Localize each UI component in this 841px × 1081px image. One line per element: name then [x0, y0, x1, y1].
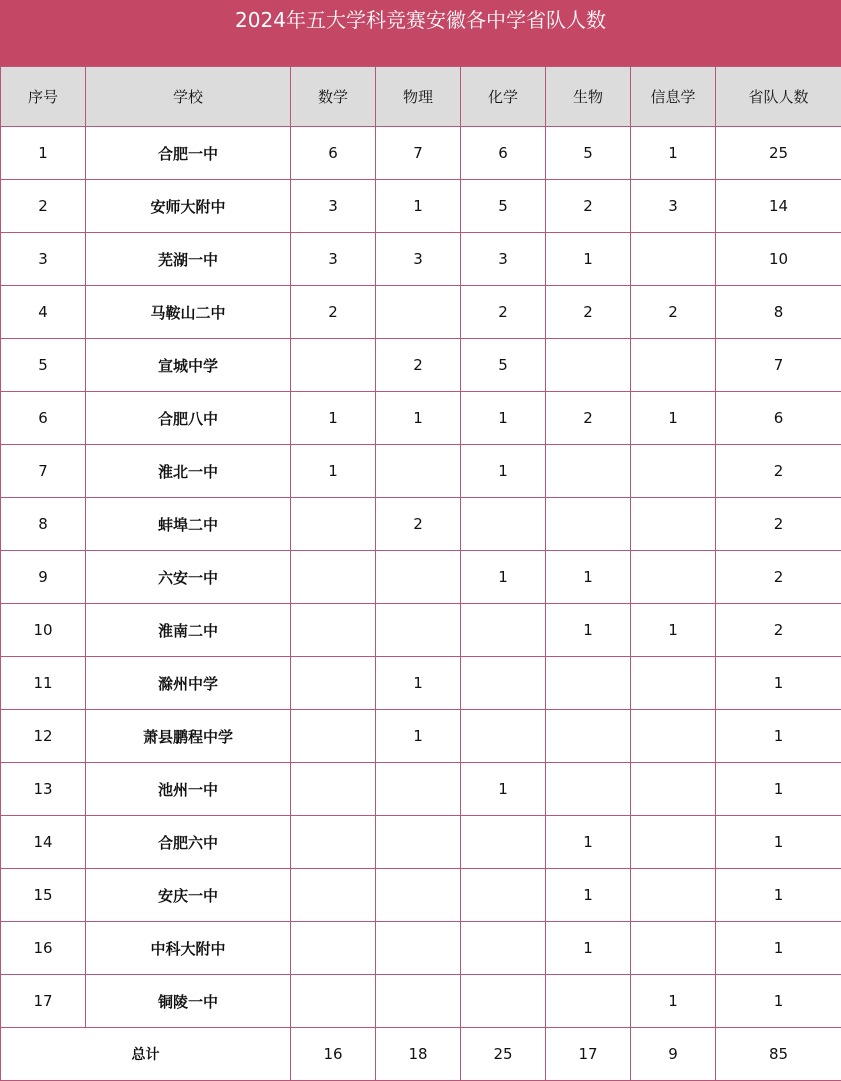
table-row [1, 551, 841, 604]
chemistry-cell [461, 498, 546, 551]
team-total-cell: 25 [716, 127, 841, 180]
total-cell: 16 [291, 1028, 376, 1081]
chemistry-cell: 1 [461, 763, 546, 816]
biology-cell: 1 [546, 233, 631, 286]
informatics-cell [631, 233, 716, 286]
team-total-cell: 1 [716, 922, 841, 975]
math-cell [291, 551, 376, 604]
table-row [1, 286, 841, 339]
biology-cell: 1 [546, 816, 631, 869]
total-cell: 17 [546, 1028, 631, 1081]
school-cell: 安庆一中 [86, 869, 291, 922]
header-school: 学校 [86, 67, 291, 127]
table-row [1, 445, 841, 498]
math-cell: 6 [291, 127, 376, 180]
school-cell: 蚌埠二中 [86, 498, 291, 551]
total-label: 总计 [1, 1028, 291, 1081]
team-total-cell: 1 [716, 763, 841, 816]
header-index: 序号 [1, 67, 86, 127]
table-row [1, 604, 841, 657]
chemistry-cell [461, 869, 546, 922]
informatics-cell: 1 [631, 392, 716, 445]
team-total-cell: 10 [716, 233, 841, 286]
table-row [1, 922, 841, 975]
physics-cell [376, 286, 461, 339]
index-cell: 10 [1, 604, 86, 657]
physics-cell: 3 [376, 233, 461, 286]
chemistry-cell: 1 [461, 551, 546, 604]
biology-cell [546, 763, 631, 816]
school-cell: 合肥六中 [86, 816, 291, 869]
chemistry-cell: 6 [461, 127, 546, 180]
school-cell: 合肥一中 [86, 127, 291, 180]
biology-cell [546, 657, 631, 710]
table-row [1, 975, 841, 1028]
biology-cell: 1 [546, 551, 631, 604]
biology-cell [546, 498, 631, 551]
team-total-cell: 2 [716, 445, 841, 498]
physics-cell: 2 [376, 339, 461, 392]
table-row [1, 710, 841, 763]
school-cell: 芜湖一中 [86, 233, 291, 286]
chemistry-cell [461, 922, 546, 975]
biology-cell: 1 [546, 869, 631, 922]
biology-cell: 2 [546, 392, 631, 445]
table-row [1, 498, 841, 551]
chemistry-cell: 1 [461, 392, 546, 445]
school-cell: 滁州中学 [86, 657, 291, 710]
header-row [1, 67, 841, 127]
team-count-table [0, 66, 841, 1081]
total-row [1, 1028, 841, 1081]
biology-cell [546, 710, 631, 763]
chemistry-cell [461, 710, 546, 763]
index-cell: 14 [1, 816, 86, 869]
physics-cell [376, 975, 461, 1028]
math-cell [291, 604, 376, 657]
index-cell: 9 [1, 551, 86, 604]
school-cell: 合肥八中 [86, 392, 291, 445]
table-row [1, 763, 841, 816]
index-cell: 2 [1, 180, 86, 233]
chemistry-cell: 1 [461, 445, 546, 498]
math-cell [291, 657, 376, 710]
index-cell: 6 [1, 392, 86, 445]
header-chemistry: 化学 [461, 67, 546, 127]
math-cell [291, 710, 376, 763]
math-cell: 3 [291, 233, 376, 286]
table-row [1, 127, 841, 180]
school-cell: 宣城中学 [86, 339, 291, 392]
chemistry-cell [461, 816, 546, 869]
team-total-cell: 2 [716, 551, 841, 604]
school-cell: 中科大附中 [86, 922, 291, 975]
physics-cell [376, 869, 461, 922]
index-cell: 13 [1, 763, 86, 816]
header-math: 数学 [291, 67, 376, 127]
header-biology: 生物 [546, 67, 631, 127]
informatics-cell [631, 710, 716, 763]
chemistry-cell: 5 [461, 339, 546, 392]
team-total-cell: 6 [716, 392, 841, 445]
header-team-total: 省队人数 [716, 67, 841, 127]
team-total-cell: 2 [716, 604, 841, 657]
informatics-cell [631, 763, 716, 816]
school-cell: 淮南二中 [86, 604, 291, 657]
table-title: 2024年五大学科竞赛安徽各中学省队人数 [0, 0, 841, 66]
informatics-cell [631, 922, 716, 975]
physics-cell [376, 922, 461, 975]
biology-cell: 1 [546, 604, 631, 657]
informatics-cell [631, 551, 716, 604]
index-cell: 12 [1, 710, 86, 763]
math-cell [291, 869, 376, 922]
team-total-cell: 2 [716, 498, 841, 551]
total-cell: 9 [631, 1028, 716, 1081]
chemistry-cell: 3 [461, 233, 546, 286]
math-cell: 3 [291, 180, 376, 233]
school-cell: 池州一中 [86, 763, 291, 816]
table-row [1, 869, 841, 922]
index-cell: 4 [1, 286, 86, 339]
index-cell: 16 [1, 922, 86, 975]
math-cell: 1 [291, 445, 376, 498]
table-row [1, 233, 841, 286]
math-cell [291, 922, 376, 975]
index-cell: 1 [1, 127, 86, 180]
biology-cell [546, 445, 631, 498]
physics-cell [376, 445, 461, 498]
informatics-cell: 1 [631, 975, 716, 1028]
physics-cell: 2 [376, 498, 461, 551]
chemistry-cell: 5 [461, 180, 546, 233]
biology-cell: 1 [546, 922, 631, 975]
math-cell [291, 339, 376, 392]
math-cell [291, 816, 376, 869]
informatics-cell [631, 869, 716, 922]
physics-cell: 1 [376, 710, 461, 763]
biology-cell: 2 [546, 286, 631, 339]
school-cell: 铜陵一中 [86, 975, 291, 1028]
informatics-cell: 1 [631, 604, 716, 657]
index-cell: 8 [1, 498, 86, 551]
header-physics: 物理 [376, 67, 461, 127]
physics-cell [376, 604, 461, 657]
physics-cell: 7 [376, 127, 461, 180]
table-row [1, 180, 841, 233]
team-total-cell: 7 [716, 339, 841, 392]
index-cell: 11 [1, 657, 86, 710]
informatics-cell [631, 498, 716, 551]
school-cell: 淮北一中 [86, 445, 291, 498]
informatics-cell: 1 [631, 127, 716, 180]
math-cell [291, 498, 376, 551]
informatics-cell [631, 339, 716, 392]
team-total-cell: 14 [716, 180, 841, 233]
informatics-cell [631, 657, 716, 710]
index-cell: 7 [1, 445, 86, 498]
total-cell: 25 [461, 1028, 546, 1081]
informatics-cell [631, 445, 716, 498]
team-total-cell: 1 [716, 657, 841, 710]
chemistry-cell [461, 657, 546, 710]
index-cell: 17 [1, 975, 86, 1028]
biology-cell: 2 [546, 180, 631, 233]
school-cell: 马鞍山二中 [86, 286, 291, 339]
informatics-cell: 3 [631, 180, 716, 233]
team-total-cell: 1 [716, 710, 841, 763]
team-total-cell: 1 [716, 869, 841, 922]
table-row [1, 657, 841, 710]
team-total-cell: 8 [716, 286, 841, 339]
table-row [1, 392, 841, 445]
physics-cell: 1 [376, 180, 461, 233]
total-cell: 18 [376, 1028, 461, 1081]
math-cell: 1 [291, 392, 376, 445]
school-cell: 安师大附中 [86, 180, 291, 233]
math-cell [291, 975, 376, 1028]
team-total-cell: 1 [716, 975, 841, 1028]
physics-cell: 1 [376, 392, 461, 445]
physics-cell [376, 763, 461, 816]
table-row [1, 816, 841, 869]
school-cell: 六安一中 [86, 551, 291, 604]
index-cell: 3 [1, 233, 86, 286]
index-cell: 5 [1, 339, 86, 392]
math-cell: 2 [291, 286, 376, 339]
school-cell: 萧县鹏程中学 [86, 710, 291, 763]
physics-cell [376, 816, 461, 869]
total-cell: 85 [716, 1028, 841, 1081]
biology-cell: 5 [546, 127, 631, 180]
team-total-cell: 1 [716, 816, 841, 869]
table-body [1, 127, 841, 1028]
index-cell: 15 [1, 869, 86, 922]
physics-cell [376, 551, 461, 604]
informatics-cell [631, 816, 716, 869]
chemistry-cell: 2 [461, 286, 546, 339]
informatics-cell: 2 [631, 286, 716, 339]
biology-cell [546, 339, 631, 392]
header-informatics: 信息学 [631, 67, 716, 127]
biology-cell [546, 975, 631, 1028]
chemistry-cell [461, 604, 546, 657]
physics-cell: 1 [376, 657, 461, 710]
table-row [1, 339, 841, 392]
math-cell [291, 763, 376, 816]
chemistry-cell [461, 975, 546, 1028]
